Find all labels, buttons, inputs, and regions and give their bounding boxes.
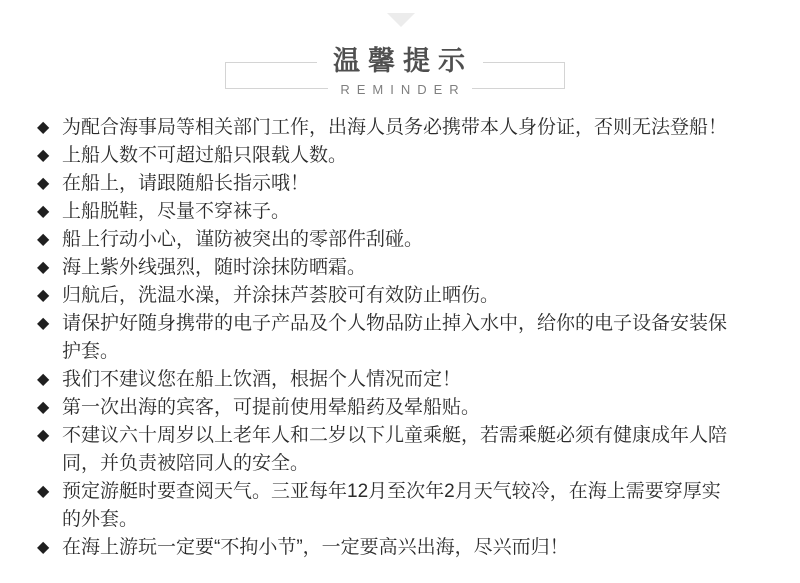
diamond-bullet-icon: ◆ bbox=[37, 287, 50, 304]
diamond-bullet-icon: ◆ bbox=[37, 119, 50, 136]
page-title-row bbox=[0, 45, 800, 77]
list-item bbox=[36, 394, 734, 422]
tip-text: 在海上游玩一定要“不拘小节”，一定要高兴出海，尽兴而归！ bbox=[62, 537, 569, 558]
page-title: 温馨提示 bbox=[317, 45, 483, 77]
page-subtitle-row bbox=[0, 81, 800, 99]
diamond-bullet-icon: ◆ bbox=[37, 231, 50, 248]
tip-text: 在船上，请跟随船长指示哦！ bbox=[62, 173, 310, 194]
diamond-bullet-icon: ◆ bbox=[37, 175, 50, 192]
tip-text: 上船脱鞋，尽量不穿袜子。 bbox=[62, 201, 291, 222]
list-item bbox=[36, 254, 734, 282]
list-item bbox=[36, 534, 734, 562]
tips-list bbox=[36, 114, 736, 562]
tip-text: 我们不建议您在船上饮酒，根据个人情况而定！ bbox=[62, 369, 462, 390]
diamond-bullet-icon: ◆ bbox=[37, 371, 50, 388]
tip-text: 海上紫外线强烈，随时涂抹防晒霜。 bbox=[62, 257, 367, 278]
tip-text: 不建议六十周岁以上老年人和二岁以下儿童乘艇，若需乘艇必须有健康成年人陪同，并负责被陪同人的安全。 bbox=[62, 425, 728, 474]
tip-text: 为配合海事局等相关部门工作，出海人员务必携带本人身份证，否则无法登船！ bbox=[62, 117, 728, 138]
diamond-bullet-icon: ◆ bbox=[37, 483, 50, 500]
triangle-down-icon bbox=[387, 13, 415, 27]
list-item bbox=[36, 198, 734, 226]
list-item bbox=[36, 478, 734, 534]
list-item bbox=[36, 310, 734, 366]
list-item bbox=[36, 422, 734, 478]
diamond-bullet-icon: ◆ bbox=[37, 259, 50, 276]
diamond-bullet-icon: ◆ bbox=[37, 399, 50, 416]
diamond-bullet-icon: ◆ bbox=[37, 203, 50, 220]
tip-text: 请保护好随身携带的电子产品及个人物品防止掉入水中，给你的电子设备安装保护套。 bbox=[62, 313, 728, 362]
diamond-bullet-icon: ◆ bbox=[37, 427, 50, 444]
tip-text: 船上行动小心，谨防被突出的零部件刮碰。 bbox=[62, 229, 424, 250]
list-item bbox=[36, 282, 734, 310]
list-item bbox=[36, 366, 734, 394]
diamond-bullet-icon: ◆ bbox=[37, 315, 50, 332]
list-item bbox=[36, 142, 734, 170]
list-item bbox=[36, 226, 734, 254]
tip-text: 预定游艇时要查阅天气。三亚每年12月至次年2月天气较冷，在海上需要穿厚实的外套。 bbox=[62, 481, 721, 530]
list-item bbox=[36, 114, 734, 142]
tip-text: 归航后，洗温水澡，并涂抹芦荟胶可有效防止晒伤。 bbox=[62, 285, 500, 306]
tip-text: 第一次出海的宾客，可提前使用晕船药及晕船贴。 bbox=[62, 397, 481, 418]
diamond-bullet-icon: ◆ bbox=[37, 147, 50, 164]
tip-text: 上船人数不可超过船只限载人数。 bbox=[62, 145, 348, 166]
list-item bbox=[36, 170, 734, 198]
diamond-bullet-icon: ◆ bbox=[37, 539, 50, 556]
page-subtitle: REMINDER bbox=[328, 81, 471, 98]
